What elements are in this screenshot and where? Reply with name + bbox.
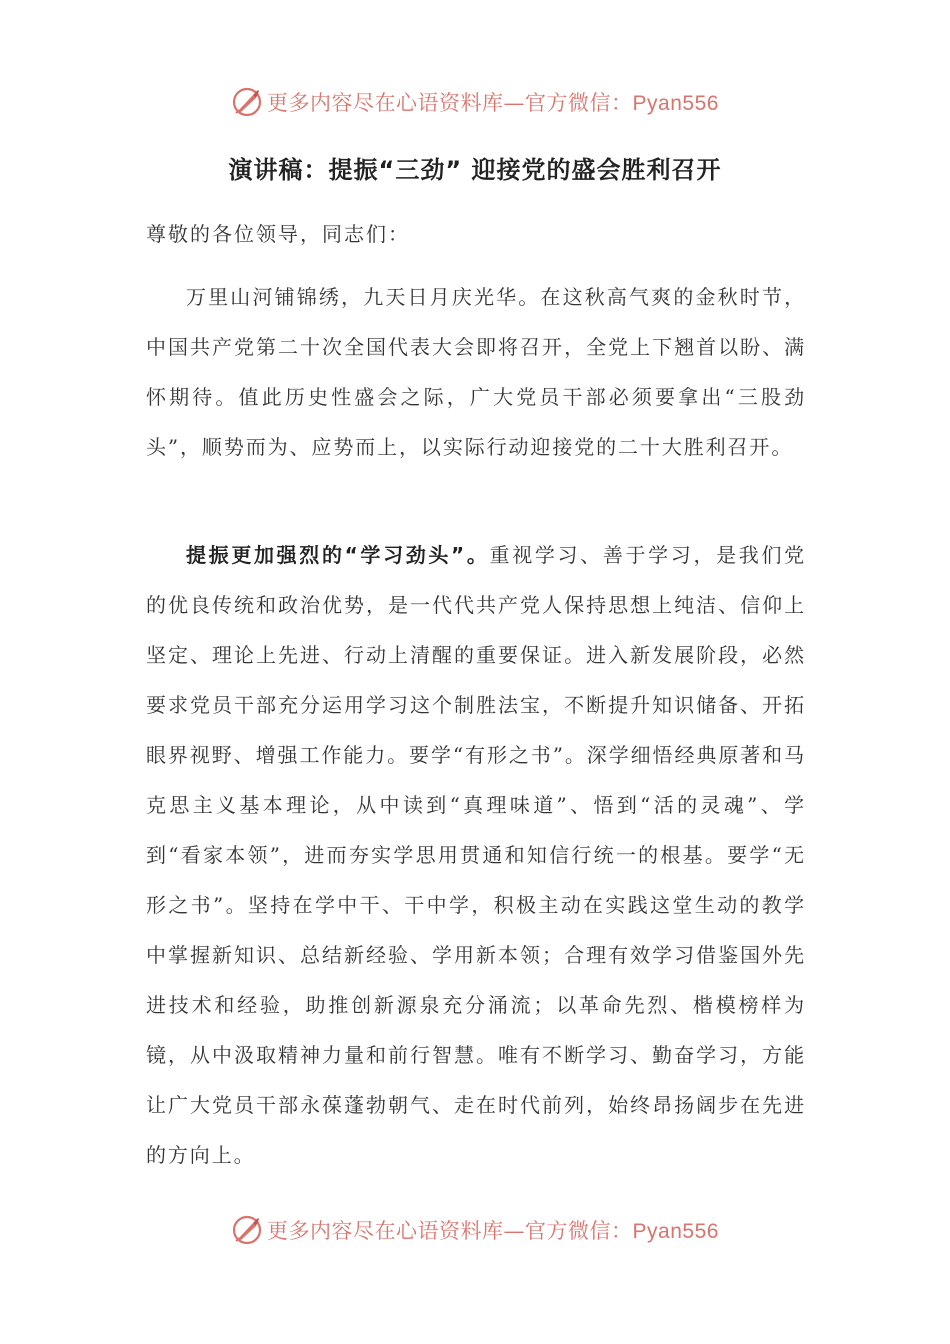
header-banner [0, 82, 950, 122]
paragraph-text: 重视学习、善于学习，是我们党的优良传统和政治优势，是一代代共产党人保持思想上纯洁、信仰上坚定、理论上先进、行动上清醒的重要保证。进入新发展阶段，必然要求党员干部充分运用学习这个制胜法宝，不断提升知识储备、开拓眼界视野、增强工作能力。要学“有形之书”。深学细悟经典原著和马克思主义基本理论，从中读到“真理味道”、悟到“活的灵魂”、学到“看家本领”，进而夯实学思用贯通和知信行统一的根基。要学“无形之书”。坚持在学中干、干中学，积极主动在实践这堂生动的教学中掌握新知识、总结新经验、学用新本领；合理有效学习借鉴国外先进技术和经验，助推创新源泉充分涌流；以革命先烈、楷模榜样为镜，从中汲取精神力量和前行智慧。唯有不断学习、勤奋学习，方能让广大党员干部永葆蓬勃朝气、走在时代前列，始终昂扬阔步在先进的方向上。 [146, 543, 807, 1167]
footer-wechat-id: Pyan556 [632, 1220, 719, 1243]
document-title: 演讲稿：提振“三劲” 迎接党的盛会胜利召开 [228, 156, 722, 184]
paragraph-opening [146, 272, 806, 472]
quill-logo-icon [231, 1214, 263, 1246]
footer-banner-text: 更多内容尽在心语资料库—官方微信：Pyan556 [267, 1219, 719, 1243]
salutation: 尊敬的各位领导，同志们： [146, 222, 410, 246]
header-banner-text: 更多内容尽在心语资料库—官方微信：Pyan556 [267, 91, 719, 115]
paragraph-text: 万里山河铺锦绣，九天日月庆光华。在这秋高气爽的金秋时节，中国共产党第二十次全国代表大会即将召开，全党上下翘首以盼、满怀期待。值此历史性盛会之际，广大党员干部必须要拿出“三股劲头”，顺势而为、应势而上，以实际行动迎接党的二十大胜利召开。 [146, 285, 806, 459]
paragraph-lead: 提振更加强烈的“学习劲头”。 [186, 543, 490, 567]
paragraph-study [146, 530, 806, 1180]
quill-logo-icon [231, 86, 263, 118]
footer-banner [0, 1210, 950, 1250]
header-wechat-id: Pyan556 [632, 92, 719, 115]
